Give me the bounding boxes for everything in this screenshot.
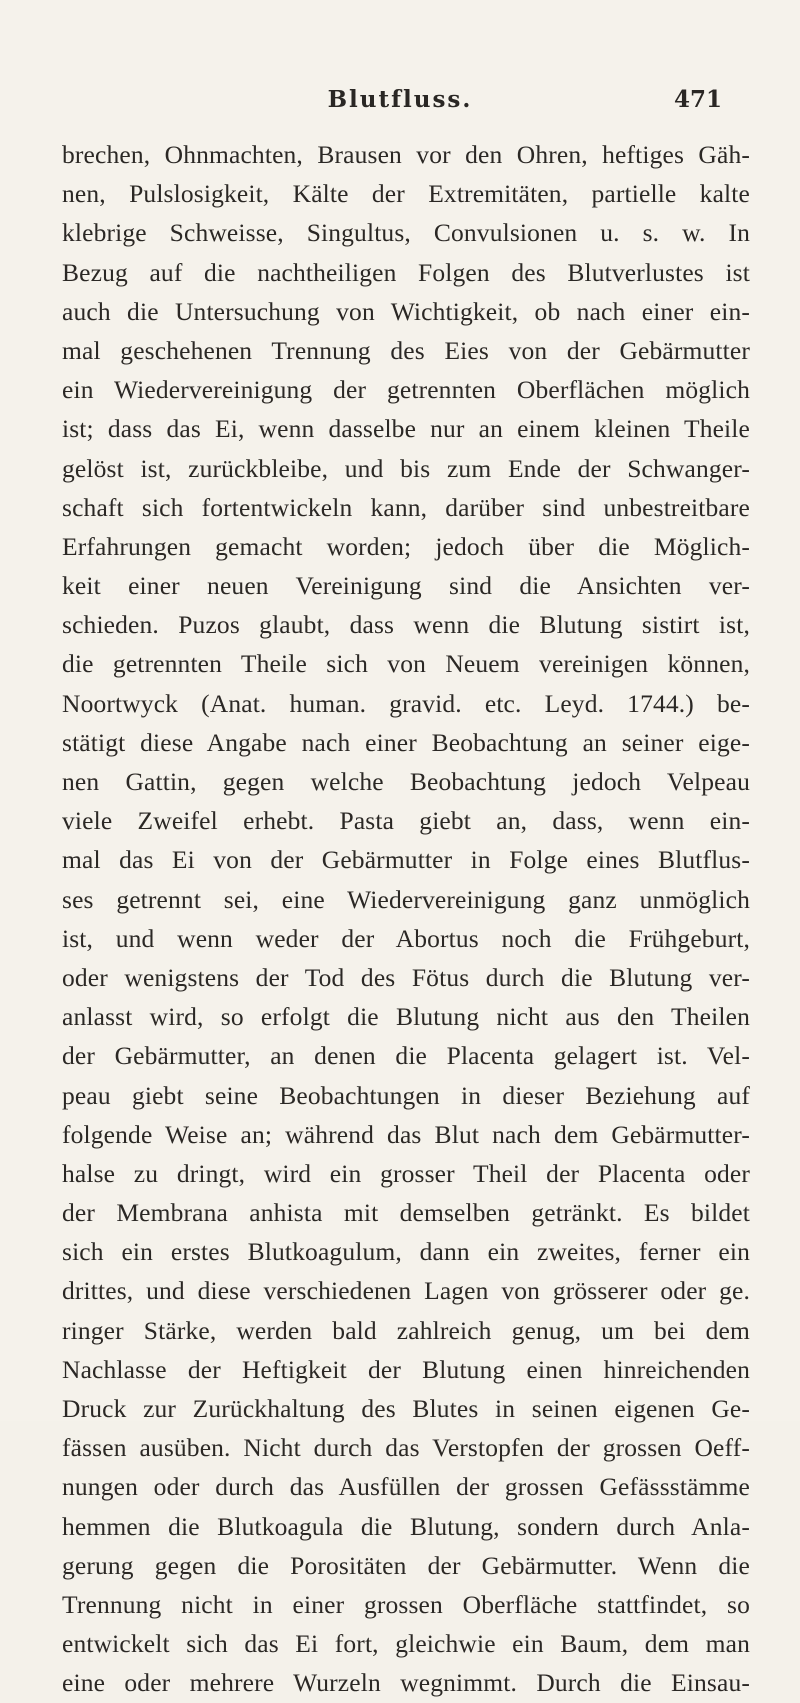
text-line: ringer Stärke, werden bald zahlreich genug, um bei dem	[62, 1315, 750, 1345]
text-line: oder wenigstens der Tod des Fötus durch die Blutung ver-	[62, 962, 750, 992]
text-line: folgende Weise an; während das Blut nach dem Gebärmutter-	[62, 1119, 750, 1149]
text-line: nen, Pulslosigkeit, Kälte der Extremitäten, partielle kalte	[62, 179, 750, 209]
text-line: stätigt diese Angabe nach einer Beobachtung an seiner eige-	[62, 727, 750, 757]
text-line: der Gebärmutter, an denen die Placenta gelagert ist. Vel-	[62, 1041, 750, 1071]
text-line: nen Gattin, gegen welche Beobachtung jedoch Velpeau	[62, 767, 750, 796]
text-line: fässen ausüben. Nicht durch das Verstopfen der grossen Oeff-	[62, 1433, 750, 1463]
text-line: viele Zweifel erhebt. Pasta giebt an, dass, wenn ein-	[62, 806, 750, 836]
text-line: ein Wiedervereinigung der getrennten Oberflächen möglich	[62, 375, 750, 405]
text-line: brechen, Ohnmachten, Brausen vor den Ohren, heftiges Gäh-	[62, 140, 750, 169]
text-line: ist, und wenn weder der Abortus noch die Frühgeburt,	[62, 923, 750, 953]
text-line: keit einer neuen Vereinigung sind die Ansichten ver-	[62, 571, 750, 601]
text-line: sich ein erstes Blutkoagulum, dann ein zweites, ferner ein	[62, 1237, 750, 1267]
text-line: die getrennten Theile sich von Neuem vereinigen können,	[62, 649, 750, 679]
text-line: klebrige Schweisse, Singultus, Convulsionen u. s. w. In	[62, 218, 750, 248]
text-line: Erfahrungen gemacht worden; jedoch über die Möglich-	[62, 531, 750, 561]
page-number: 471	[673, 86, 722, 113]
text-line: schaft sich fortentwickeln kann, darüber sind unbestreitbare	[62, 492, 750, 522]
text-line: anlasst wird, so erfolgt die Blutung nicht aus den Theilen	[62, 1002, 750, 1032]
text-line: mal das Ei von der Gebärmutter in Folge eines Blutflus-	[62, 845, 750, 875]
text-line: gelöst ist, zurückbleibe, und bis zum Ende der Schwanger-	[62, 453, 750, 483]
text-line: Trennung nicht in einer grossen Oberfläche stattfindet, so	[62, 1589, 750, 1619]
text-line: eine oder mehrere Wurzeln wegnimmt. Durch die Einsau-	[62, 1668, 750, 1698]
text-line: mal geschehenen Trennung des Eies von der Gebärmutter	[62, 335, 750, 365]
text-line: nungen oder durch das Ausfüllen der grossen Gefässstämme	[62, 1472, 750, 1502]
text-line: entwickelt sich das Ei fort, gleichwie ein Baum, dem man	[62, 1629, 750, 1659]
text-line: Bezug auf die nachtheiligen Folgen des Blutverlustes ist	[62, 257, 750, 287]
body-text	[62, 135, 750, 1703]
text-line: auch die Untersuchung von Wichtigkeit, ob nach einer ein-	[62, 296, 750, 326]
text-line: peau giebt seine Beobachtungen in dieser Beziehung auf	[62, 1080, 750, 1110]
text-line: ist; dass das Ei, wenn dasselbe nur an einem kleinen Theile	[62, 414, 750, 444]
text-line: gerung gegen die Porositäten der Gebärmutter. Wenn die	[62, 1550, 750, 1580]
running-title: Blutfluss.	[327, 86, 473, 113]
text-line: hemmen die Blutkoagula die Blutung, sondern durch Anla-	[62, 1511, 750, 1541]
text-line: Druck zur Zurückhaltung des Blutes in seinen eigenen Ge-	[62, 1394, 750, 1423]
text-line: drittes, und diese verschiedenen Lagen von grösserer oder ge.	[62, 1276, 750, 1306]
text-line: halse zu dringt, wird ein grosser Theil der Placenta oder	[62, 1158, 750, 1188]
text-line: Nachlasse der Heftigkeit der Blutung einen hinreichenden	[62, 1354, 750, 1384]
page-header	[0, 86, 800, 122]
text-line: der Membrana anhista mit demselben getränkt. Es bildet	[62, 1198, 750, 1228]
text-line: Noortwyck (Anat. human. gravid. etc. Leyd. 1744.) be-	[62, 688, 750, 718]
text-line: ses getrennt sei, eine Wiedervereinigung ganz unmöglich	[62, 884, 750, 914]
text-line: schieden. Puzos glaubt, dass wenn die Blutung sistirt ist,	[62, 610, 750, 640]
